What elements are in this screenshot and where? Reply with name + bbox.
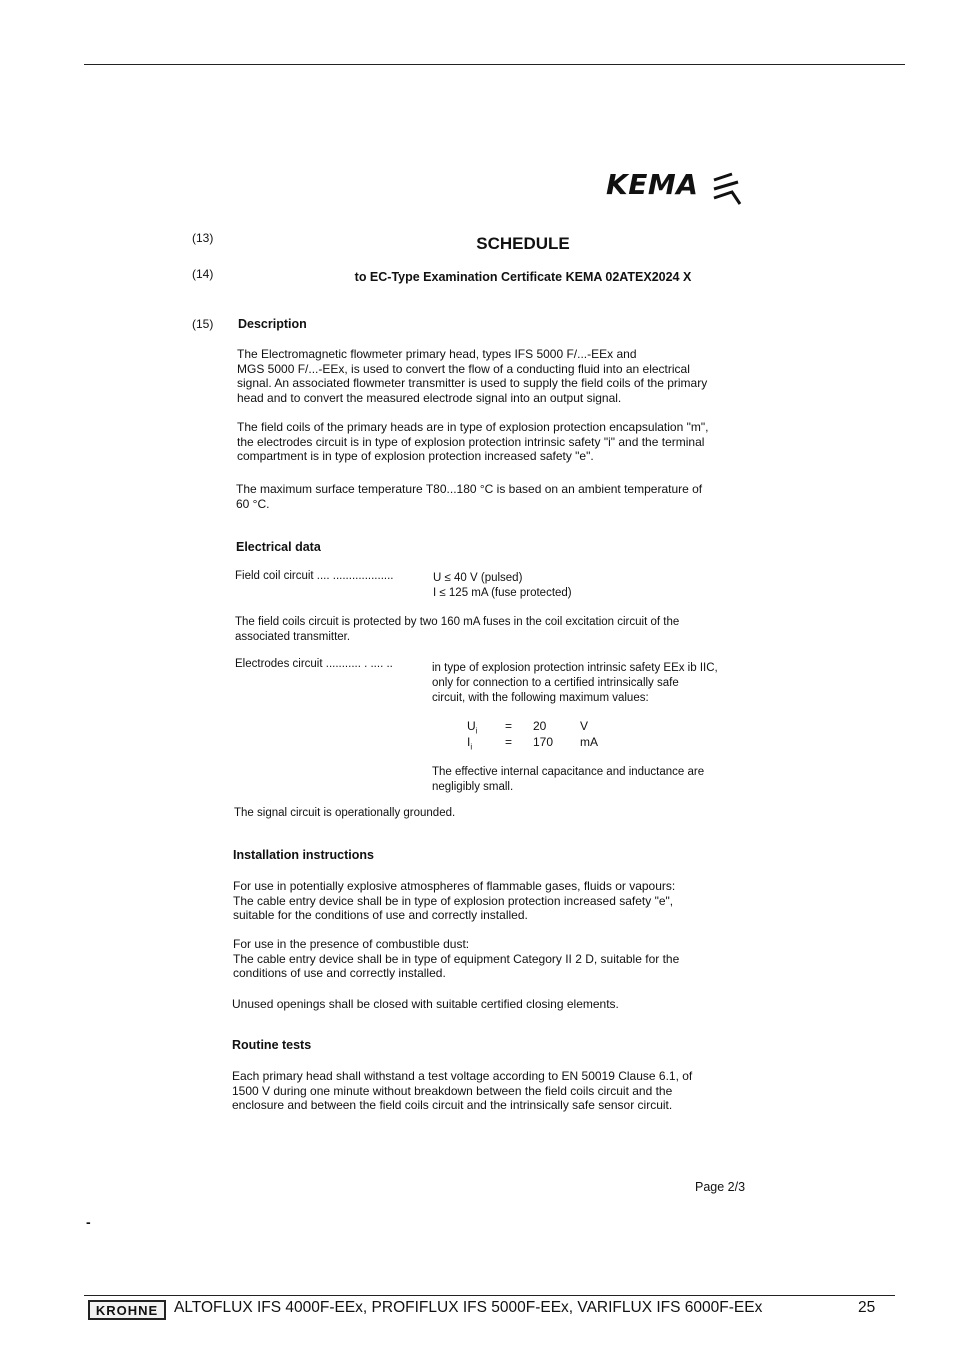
description-paragraph-3: The maximum surface temperature T80...180 °C is based on an ambient temperature of 60 °C. (236, 482, 703, 511)
routine-tests-heading: Routine tests (232, 1038, 312, 1052)
footer-rule (84, 1295, 895, 1296)
electrical-data-heading: Electrical data (236, 540, 321, 554)
electrodes-values: in type of explosion protection intrinsic safety EEx ib IIC, only for connection to a certified intrinsically safe circuit, with the following maximum values: (432, 662, 718, 704)
footer-product-text: ALTOFLUX IFS 4000F-EEx, PROFIFLUX IFS 5000F-EEx, VARIFLUX IFS 6000F-EEx (174, 1299, 763, 1316)
description-paragraph-1: The Electromagnetic flowmeter primary head, types IFS 5000 F/...-EEx and MGS 5000 F/...-EEx, is used to convert the flow of a conducting fluid into an electrical signal. An associated flowmeter transmitter is used to supply the field coils of the primary head and to convert the measured electrode signal into an output signal. (237, 347, 708, 405)
formula-ii-symbol: $I_i$ (467, 735, 473, 752)
stray-mark: - (86, 1214, 91, 1230)
formula-ui-symbol: $U_i$ (467, 719, 478, 736)
installation-heading: Installation instructions (233, 848, 374, 862)
krohne-logo (88, 1300, 166, 1320)
electrodes-label: Electrodes circuit ........... . .... .. (235, 658, 393, 670)
field-coil-label: Field coil circuit .... ................... (235, 570, 394, 582)
field-coil-values: U ≤ 40 V (pulsed) I ≤ 125 mA (fuse protected) (433, 572, 572, 599)
installation-paragraph-2: For use in the presence of combustible dust: The cable entry device shall be in type of equipment Category II 2 D, suitable for the conditions of use and correctly installed. (233, 937, 680, 980)
top-rule (84, 64, 905, 65)
installation-paragraph-1: For use in potentially explosive atmospheres of flammable gases, fluids or vapours: The cable entry device shall be in type of explosion protection increased safety "e", suitable for the conditions of use and correctly installed. (233, 879, 676, 922)
fuse-note: The field coils circuit is protected by two 160 mA fuses in the coil excitation circuit of the associated transmitter. (235, 616, 680, 643)
routine-tests-paragraph: Each primary head shall withstand a test voltage according to EN 50019 Clause 6.1, of 1500 V during one minute without breakdown between the field coils circuit and the enclosure and between the field coils circuit and the intrinsically safe sensor circuit. (232, 1069, 693, 1112)
grounded-note: The signal circuit is operationally grounded. (234, 807, 456, 819)
kema-logo (606, 168, 746, 208)
kema-logo-text: KEMA (606, 168, 699, 201)
section-number-15: (15) (192, 317, 214, 331)
section-number-14: (14) (192, 267, 214, 281)
certificate-subtitle: to EC-Type Examination Certificate KEMA 02ATEX2024 X (354, 270, 692, 284)
schedule-title: SCHEDULE (476, 234, 570, 253)
krohne-logo-text: KROHNE (95, 1302, 159, 1318)
section-number-13: (13) (192, 231, 214, 245)
footer-page-number: 25 (858, 1299, 876, 1316)
description-heading: Description (238, 317, 307, 331)
capacitance-note: The effective internal capacitance and inductance are negligibly small. (432, 766, 705, 793)
installation-paragraph-3: Unused openings shall be closed with suitable certified closing elements. (232, 997, 619, 1011)
kema-lightning-icon (710, 172, 744, 206)
page-label: Page 2/3 (695, 1180, 746, 1194)
description-paragraph-2: The field coils of the primary heads are in type of explosion protection encapsulation "m", the electrodes circuit is in type of explosion protection intrinsic safety "i" and the terminal compartment is in type of explosion protection increased safety "e". (237, 420, 709, 463)
